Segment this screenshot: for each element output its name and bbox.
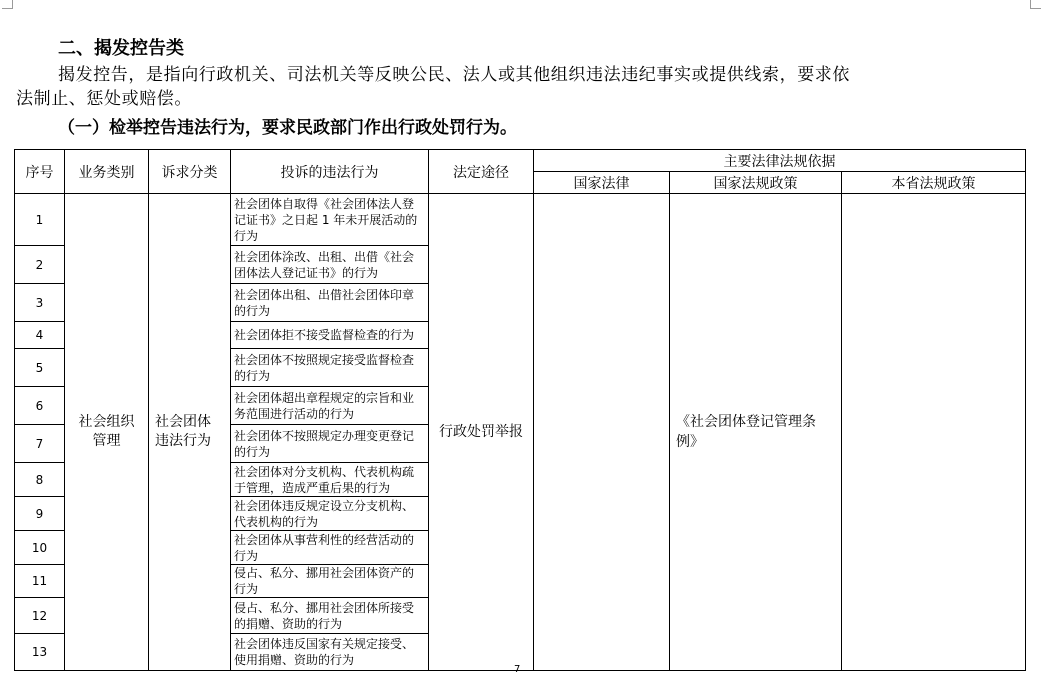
violation-cell: 社会团体违反规定设立分支机构、代表机构的行为 [231,497,429,531]
crop-mark-top-right [1030,0,1041,9]
violation-cell: 社会团体不按照规定办理变更登记的行为 [231,425,429,463]
section-paragraph [16,63,1028,111]
row-number: 5 [15,349,65,387]
appeal-category-cell [149,194,231,671]
appeal-category: 社会团体违法行为 [155,414,211,449]
row-number: 8 [15,463,65,497]
provincial-policy-cell [842,194,1026,671]
paragraph-line-2: 法制止、惩处或赔偿。 [16,89,192,109]
business-type: 社会组织管理 [78,414,135,449]
row-number: 12 [15,598,65,634]
row-number: 13 [15,634,65,671]
header-basis: 主要法律法规依据 [534,150,1026,172]
row-number: 1 [15,194,65,246]
header-national-law: 国家法律 [534,172,670,194]
row-number: 6 [15,387,65,425]
regulation-cell [670,194,842,671]
violation-cell: 社会团体出租、出借社会团体印章的行为 [231,284,429,322]
header-national-policy: 国家法规政策 [670,172,842,194]
violation-cell: 社会团体对分支机构、代表机构疏于管理，造成严重后果的行为 [231,463,429,497]
violation-cell: 社会团体超出章程规定的宗旨和业务范围进行活动的行为 [231,387,429,425]
violation-cell: 社会团体违反国家有关规定接受、使用捐赠、资助的行为 [231,634,429,671]
section-heading: 二、揭发控告类 [58,38,184,59]
violation-cell: 社会团体从事营利性的经营活动的行为 [231,531,429,565]
header-route: 法定途径 [429,150,534,194]
paragraph-line-1: 揭发控告，是指向行政机关、司法机关等反映公民、法人或其他组织违法违纪事实或提供线索，要求依 [58,65,850,85]
national-law-cell [534,194,670,671]
page-number: 7 [514,664,521,675]
business-type-cell [65,194,149,671]
violation-cell: 社会团体拒不接受监督检查的行为 [231,322,429,349]
header-category: 诉求分类 [149,150,231,194]
header-violation: 投诉的违法行为 [231,150,429,194]
violation-table [14,149,1026,671]
row-number: 3 [15,284,65,322]
violation-cell: 侵占、私分、挪用社会团体所接受的捐赠、资助的行为 [231,598,429,634]
row-number: 10 [15,531,65,565]
violation-cell: 社会团体不按照规定接受监督检查的行为 [231,349,429,387]
row-number: 9 [15,497,65,531]
crop-mark-top-left [2,0,13,9]
header-business: 业务类别 [65,150,149,194]
legal-route: 行政处罚举报 [429,194,534,671]
row-number: 2 [15,246,65,284]
violation-cell: 社会团体涂改、出租、出借《社会团体法人登记证书》的行为 [231,246,429,284]
table-row [15,194,1026,246]
violation-cell: 侵占、私分、挪用社会团体资产的行为 [231,565,429,598]
regulation-name: 《社会团体登记管理条例》 [676,414,816,450]
row-number: 4 [15,322,65,349]
violation-cell: 社会团体自取得《社会团体法人登记证书》之日起 1 年未开展活动的行为 [231,194,429,246]
header-provincial-policy: 本省法规政策 [842,172,1026,194]
row-number: 7 [15,425,65,463]
header-seq: 序号 [15,150,65,194]
row-number: 11 [15,565,65,598]
subsection-heading: （一）检举控告违法行为，要求民政部门作出行政处罚行为。 [58,118,517,138]
